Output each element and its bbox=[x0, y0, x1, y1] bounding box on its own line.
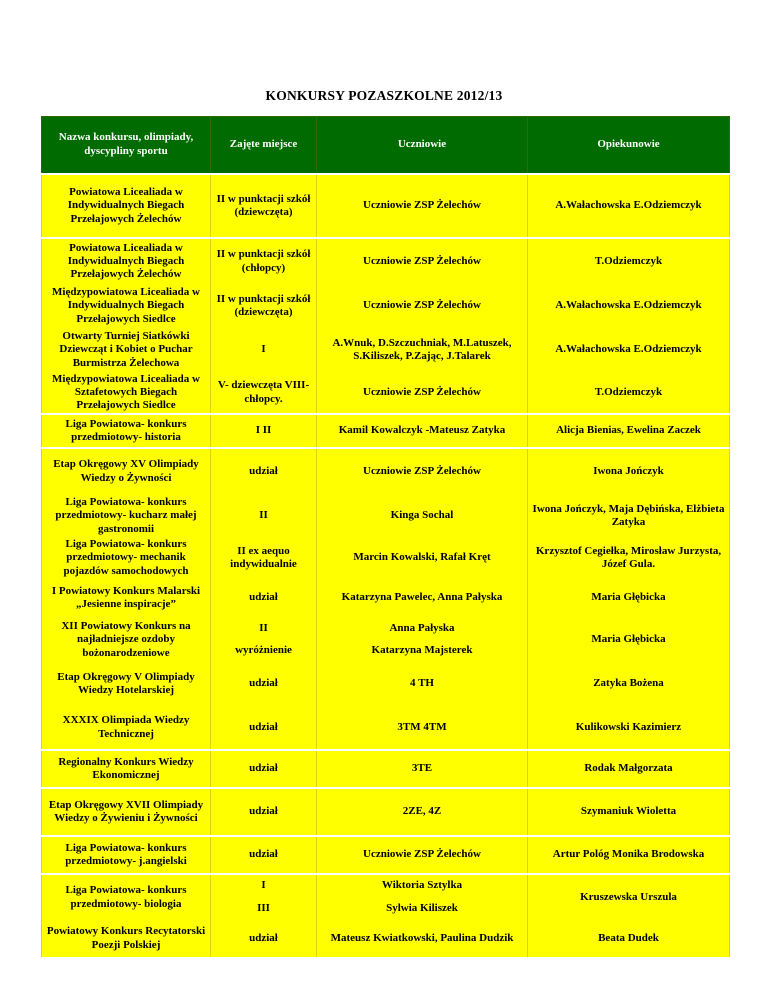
cell-place: udział bbox=[211, 788, 317, 836]
cell-tutors: Iwona Jończyk, Maja Dębińska, Elżbieta Zatyka bbox=[528, 494, 730, 538]
cell-students: A.Wnuk, D.Szczuchniak, M.Latuszek, S.Kiliszek, P.Zając, J.Talarek bbox=[317, 328, 528, 372]
cell-students: Kinga Sochal bbox=[317, 494, 528, 538]
cell-place: I bbox=[211, 874, 317, 897]
cell-name: Etap Okręgowy XV Olimpiady Wiedzy o Żywności bbox=[42, 448, 211, 494]
cell-name: I Powiatowy Konkurs Malarski „Jesienne inspiracje” bbox=[42, 578, 211, 618]
cell-tutors: Maria Głębicka bbox=[528, 618, 730, 662]
cell-place: udział bbox=[211, 662, 317, 706]
cell-tutors: Kulikowski Kazimierz bbox=[528, 706, 730, 750]
cell-name: XXXIX Olimpiada Wiedzy Technicznej bbox=[42, 706, 211, 750]
cell-tutors: A.Wałachowska E.Odziemczyk bbox=[528, 174, 730, 238]
cell-place: V- dziewczęta VIII- chłopcy. bbox=[211, 372, 317, 414]
cell-tutors: A.Wałachowska E.Odziemczyk bbox=[528, 284, 730, 328]
cell-students: Uczniowie ZSP Żelechów bbox=[317, 372, 528, 414]
table-row bbox=[42, 494, 730, 538]
table-row bbox=[42, 662, 730, 706]
cell-place: II bbox=[211, 618, 317, 640]
cell-students: Anna Pałyska bbox=[317, 618, 528, 640]
table-row bbox=[42, 284, 730, 328]
table-row bbox=[42, 372, 730, 414]
cell-place: wyróżnienie bbox=[211, 640, 317, 662]
cell-students: Mateusz Kwiatkowski, Paulina Dudzik bbox=[317, 920, 528, 958]
cell-students: 4 TH bbox=[317, 662, 528, 706]
cell-students: Uczniowie ZSP Żelechów bbox=[317, 238, 528, 284]
header-name: Nazwa konkursu, olimpiady, dyscypliny sportu bbox=[42, 117, 211, 175]
cell-place: udział bbox=[211, 578, 317, 618]
table-row bbox=[42, 706, 730, 750]
cell-place: udział bbox=[211, 448, 317, 494]
cell-name: Powiatowy Konkurs Recytatorski Poezji Polskiej bbox=[42, 920, 211, 958]
cell-students: Uczniowie ZSP Żelechów bbox=[317, 836, 528, 874]
page-title: KONKURSY POZASZKOLNE 2012/13 bbox=[265, 88, 503, 103]
cell-place: I bbox=[211, 328, 317, 372]
cell-students: Marcin Kowalski, Rafał Kręt bbox=[317, 538, 528, 578]
cell-place: II bbox=[211, 494, 317, 538]
table-row bbox=[42, 750, 730, 788]
cell-tutors: Szymaniuk Wioletta bbox=[528, 788, 730, 836]
cell-name: Powiatowa Licealiada w Indywidualnych Biegach Przełajowych Żelechów bbox=[42, 238, 211, 284]
cell-place: udział bbox=[211, 750, 317, 788]
table-row bbox=[42, 836, 730, 874]
cell-tutors: Iwona Jończyk bbox=[528, 448, 730, 494]
cell-students: 3TE bbox=[317, 750, 528, 788]
table-header-row bbox=[42, 117, 730, 175]
cell-students: Sylwia Kiliszek bbox=[317, 897, 528, 920]
cell-tutors: Rodak Małgorzata bbox=[528, 750, 730, 788]
cell-place: II ex aequo indywidualnie bbox=[211, 538, 317, 578]
table-row bbox=[42, 328, 730, 372]
cell-place: III bbox=[211, 897, 317, 920]
cell-tutors: Kruszewska Urszula bbox=[528, 874, 730, 920]
cell-students: Uczniowie ZSP Żelechów bbox=[317, 284, 528, 328]
cell-students: Wiktoria Sztylka bbox=[317, 874, 528, 897]
cell-place: II w punktacji szkół (dziewczęta) bbox=[211, 174, 317, 238]
header-students: Uczniowie bbox=[317, 117, 528, 175]
cell-tutors: Beata Dudek bbox=[528, 920, 730, 958]
cell-students: Uczniowie ZSP Żelechów bbox=[317, 448, 528, 494]
cell-name: Liga Powiatowa- konkurs przedmiotowy- kucharz małej gastronomii bbox=[42, 494, 211, 538]
cell-name: Powiatowa Licealiada w Indywidualnych Biegach Przełajowych Żelechów bbox=[42, 174, 211, 238]
table-row bbox=[42, 414, 730, 448]
cell-place: II w punktacji szkół (chłopcy) bbox=[211, 238, 317, 284]
table-row bbox=[42, 448, 730, 494]
table-row bbox=[42, 174, 730, 238]
cell-name: Liga Powiatowa- konkurs przedmiotowy- historia bbox=[42, 414, 211, 448]
cell-students: Katarzyna Majsterek bbox=[317, 640, 528, 662]
cell-name: Etap Okręgowy XVII Olimpiady Wiedzy o Żywieniu i Żywności bbox=[42, 788, 211, 836]
cell-students: Katarzyna Pawelec, Anna Pałyska bbox=[317, 578, 528, 618]
table-row bbox=[42, 788, 730, 836]
cell-students: Uczniowie ZSP Żelechów bbox=[317, 174, 528, 238]
competitions-table bbox=[41, 116, 730, 959]
cell-tutors: Alicja Bienias, Ewelina Zaczek bbox=[528, 414, 730, 448]
cell-students: Kamil Kowalczyk -Mateusz Zatyka bbox=[317, 414, 528, 448]
header-place: Zajęte miejsce bbox=[211, 117, 317, 175]
table-row bbox=[42, 618, 730, 640]
cell-tutors: Maria Głębicka bbox=[528, 578, 730, 618]
cell-tutors: T.Odziemczyk bbox=[528, 238, 730, 284]
table-row bbox=[42, 538, 730, 578]
cell-name: Międzypowiatowa Licealiada w Sztafetowych Biegach Przełajowych Siedlce bbox=[42, 372, 211, 414]
cell-tutors: Zatyka Bożena bbox=[528, 662, 730, 706]
table-row bbox=[42, 578, 730, 618]
cell-name: Liga Powiatowa- konkurs przedmiotowy- j.angielski bbox=[42, 836, 211, 874]
table-row bbox=[42, 874, 730, 897]
cell-place: I II bbox=[211, 414, 317, 448]
cell-tutors: A.Wałachowska E.Odziemczyk bbox=[528, 328, 730, 372]
cell-students: 2ZE, 4Z bbox=[317, 788, 528, 836]
cell-name: Regionalny Konkurs Wiedzy Ekonomicznej bbox=[42, 750, 211, 788]
cell-place: II w punktacji szkół (dziewczęta) bbox=[211, 284, 317, 328]
header-tutors: Opiekunowie bbox=[528, 117, 730, 175]
table-row bbox=[42, 920, 730, 958]
cell-tutors: Krzysztof Cegiełka, Mirosław Jurzysta, Józef Gula. bbox=[528, 538, 730, 578]
cell-students: 3TM 4TM bbox=[317, 706, 528, 750]
cell-tutors: T.Odziemczyk bbox=[528, 372, 730, 414]
cell-place: udział bbox=[211, 920, 317, 958]
cell-name: Etap Okręgowy V Olimpiady Wiedzy Hotelarskiej bbox=[42, 662, 211, 706]
cell-place: udział bbox=[211, 706, 317, 750]
cell-name: Międzypowiatowa Licealiada w Indywidualnych Biegach Przełajowych Siedlce bbox=[42, 284, 211, 328]
table-row bbox=[42, 238, 730, 284]
cell-place: udział bbox=[211, 836, 317, 874]
cell-name: Liga Powiatowa- konkurs przedmiotowy- biologia bbox=[42, 874, 211, 920]
cell-name: XII Powiatowy Konkurs na najładniejsze ozdoby bożonarodzeniowe bbox=[42, 618, 211, 662]
cell-name: Liga Powiatowa- konkurs przedmiotowy- mechanik pojazdów samochodowych bbox=[42, 538, 211, 578]
cell-tutors: Artur Pológ Monika Brodowska bbox=[528, 836, 730, 874]
cell-name: Otwarty Turniej Siatkówki Dziewcząt i Kobiet o Puchar Burmistrza Żelechowa bbox=[42, 328, 211, 372]
